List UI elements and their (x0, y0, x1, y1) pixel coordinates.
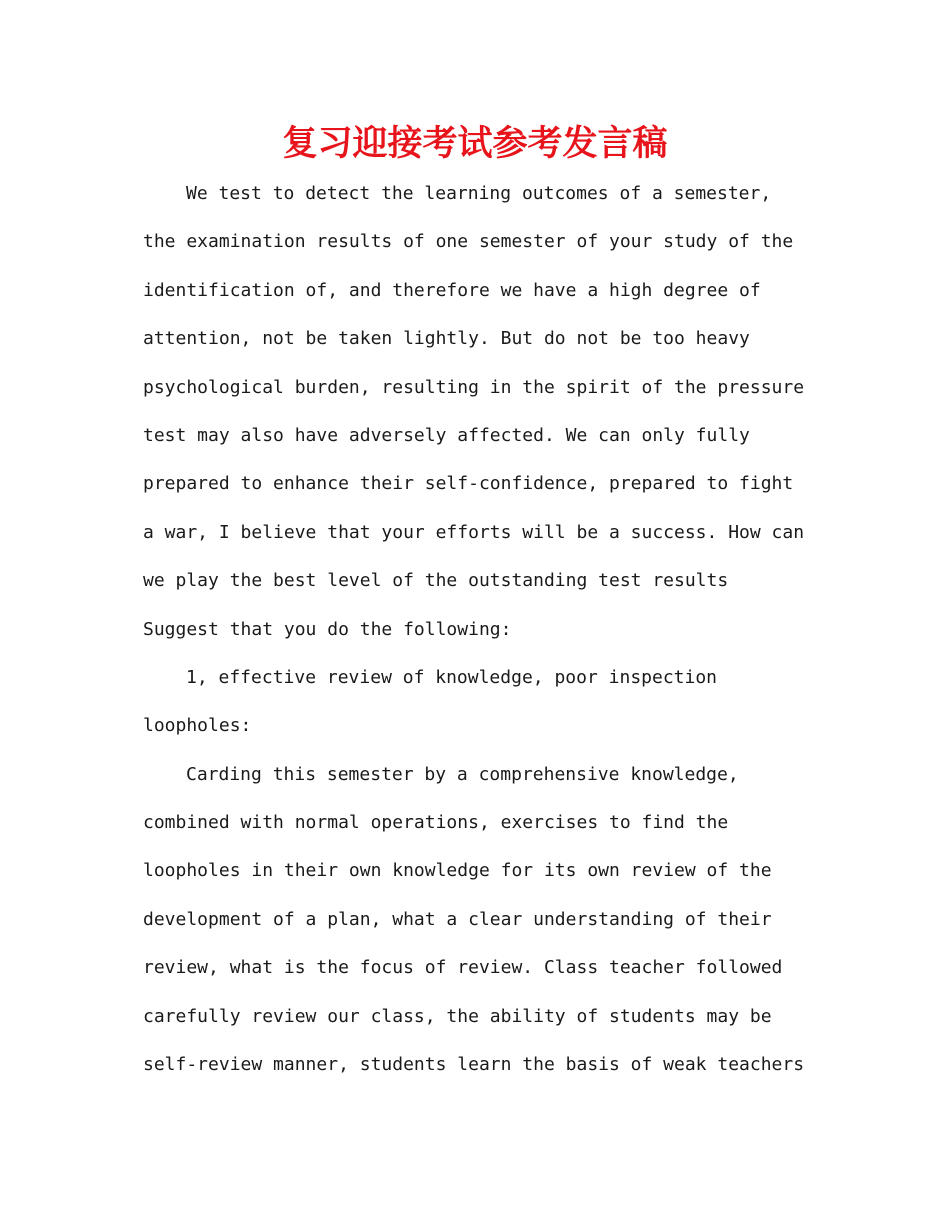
text-line: loopholes in their own knowledge for its own review of the (143, 860, 772, 882)
text-line: identification of, and therefore we have a high degree of (143, 279, 761, 301)
text-line: development of a plan, what a clear understanding of their (143, 908, 772, 930)
text-line: combined with normal operations, exercises to find the (143, 812, 729, 834)
text-line: loopholes: (143, 715, 252, 737)
text-line: review, what is the focus of review. Class teacher followed (143, 957, 783, 979)
text-line: Suggest that you do the following: (143, 618, 512, 640)
text-line: 1, effective review of knowledge, poor inspection (186, 666, 718, 688)
text-line: carefully review our class, the ability of students may be (143, 1005, 772, 1027)
page-title: 复习迎接考试参考发言稿 (282, 124, 668, 164)
text-line: the examination results of one semester of your study of the (143, 231, 794, 253)
text-line: a war, I believe that your efforts will be a success. How can (143, 521, 805, 543)
text-line: prepared to enhance their self-confidence, prepared to fight (143, 473, 794, 495)
text-line: Carding this semester by a comprehensive knowledge, (186, 763, 739, 785)
text-line: attention, not be taken lightly. But do not be too heavy (143, 328, 750, 350)
text-line: test may also have adversely affected. We can only fully (143, 424, 750, 446)
text-line: psychological burden, resulting in the spirit of the pressure (143, 376, 805, 398)
text-line: we play the best level of the outstanding test results (143, 570, 729, 592)
document-body (143, 170, 823, 1089)
text-line: We test to detect the learning outcomes of a semester, (186, 183, 772, 204)
text-line: self-review manner, students learn the basis of weak teachers (143, 1054, 805, 1076)
